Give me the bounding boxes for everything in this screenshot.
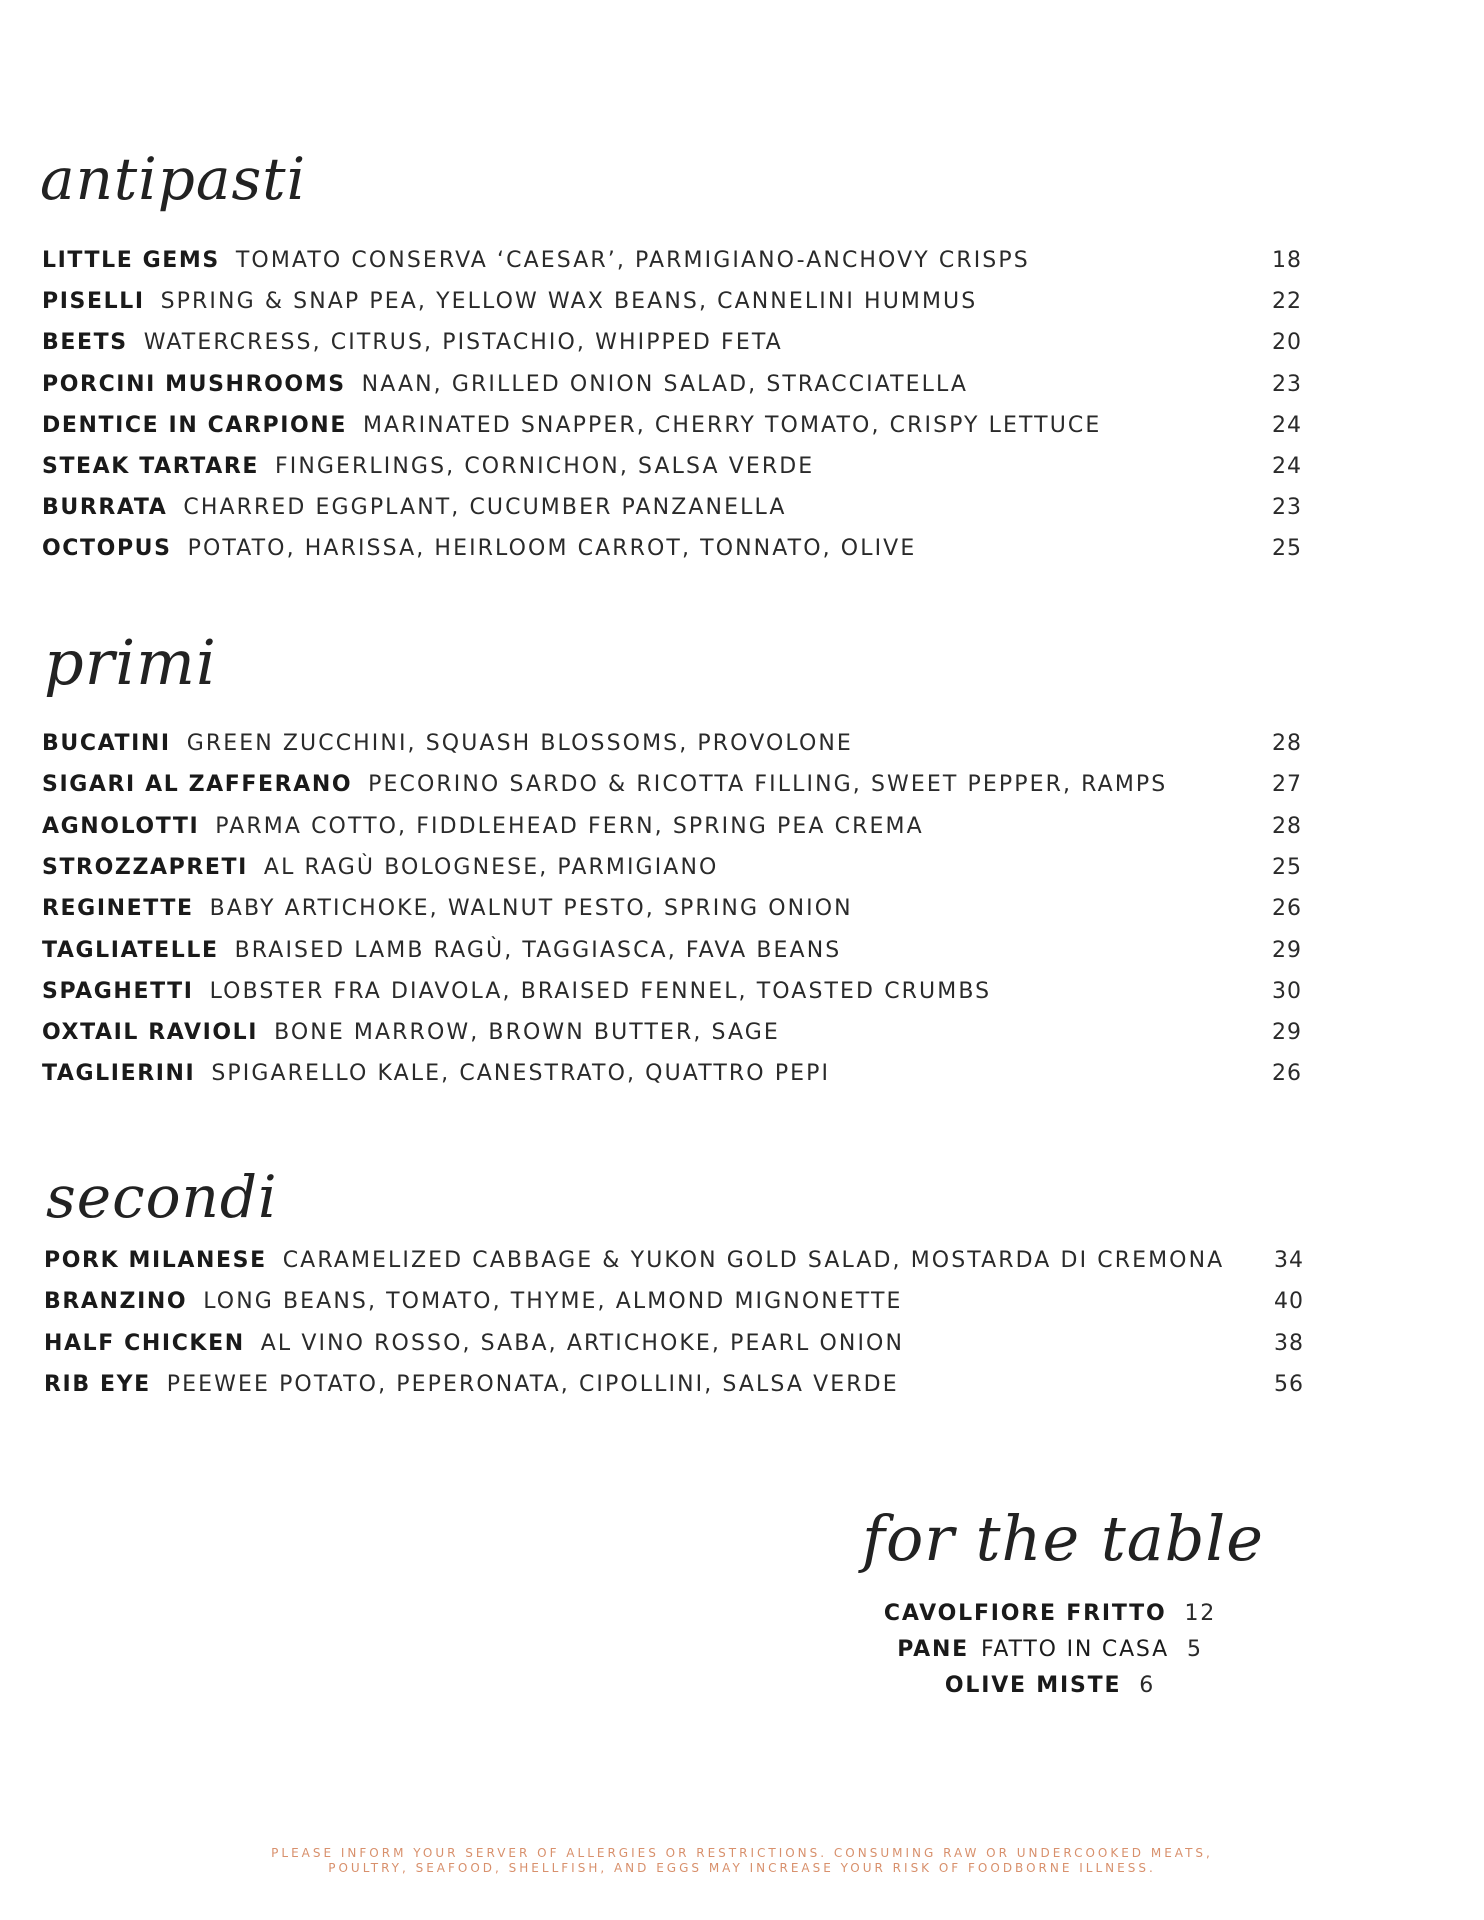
menu-item-description: POTATO, HARISSA, HEIRLOOM CARROT, TONNATO, OLIVE (187, 536, 917, 562)
menu-item (42, 240, 1302, 281)
menu-item-price: 22 (1272, 289, 1302, 315)
for-the-table-heading: for the table (862, 1502, 1264, 1575)
menu-item (42, 528, 1302, 569)
menu-item-price: 18 (1272, 248, 1302, 273)
table-item (860, 1596, 1240, 1632)
menu-item-name: AGNOLOTTI (42, 813, 200, 839)
menu-item-price: 34 (1274, 1248, 1304, 1273)
menu-item-name: SPAGHETTI (42, 978, 194, 1004)
menu-item-name: REGINETTE (42, 896, 194, 922)
table-item-name: OLIVE MISTE (944, 1673, 1122, 1698)
menu-item-name: TAGLIATELLE (42, 937, 219, 963)
menu-item-price: 23 (1272, 371, 1302, 397)
secondi-heading: secondi (46, 1163, 278, 1231)
menu-item (44, 1364, 1304, 1405)
menu-item-price: 40 (1274, 1289, 1304, 1315)
menu-item (42, 764, 1302, 805)
menu-item-price: 25 (1272, 854, 1302, 880)
table-item-price: 6 (1139, 1673, 1156, 1698)
menu-item (42, 281, 1302, 322)
menu-item-description: LONG BEANS, TOMATO, THYME, ALMOND MIGNONETTE (203, 1289, 903, 1315)
menu-item-description: PARMA COTTO, FIDDLEHEAD FERN, SPRING PEA CREMA (215, 813, 924, 839)
menu-item-name: BEETS (42, 330, 128, 356)
menu-item (42, 930, 1302, 971)
menu-item-name: RIB EYE (44, 1371, 151, 1397)
menu-item-description: SPRING & SNAP PEA, YELLOW WAX BEANS, CANNELINI HUMMUS (160, 289, 978, 315)
menu-item-name: LITTLE GEMS (42, 248, 220, 273)
menu-item (42, 847, 1302, 888)
allergy-notice-line-1: PLEASE INFORM YOUR SERVER OF ALLERGIES OR RESTRICTIONS. CONSUMING RAW OR UNDERCOOKED MEATS, (271, 1846, 1213, 1860)
table-item (860, 1632, 1240, 1668)
menu-item-price: 26 (1272, 1061, 1302, 1087)
menu-item-price: 29 (1272, 937, 1302, 963)
menu-item-name: HALF CHICKEN (44, 1330, 245, 1356)
menu-item-price: 56 (1274, 1371, 1304, 1397)
menu-item (42, 971, 1302, 1012)
menu-item-description: FINGERLINGS, CORNICHON, SALSA VERDE (275, 454, 815, 479)
menu-item-price: 24 (1272, 454, 1302, 479)
antipasti-heading: antipasti (40, 145, 307, 213)
menu-item-description: NAAN, GRILLED ONION SALAD, STRACCIATELLA (361, 371, 969, 397)
menu-item (42, 888, 1302, 929)
menu-item-price: 28 (1272, 813, 1302, 839)
primi-heading: primi (44, 626, 217, 699)
menu-item-price: 30 (1272, 978, 1302, 1004)
menu-item (42, 806, 1302, 847)
menu-item-price: 20 (1272, 330, 1302, 356)
menu-item-description: BABY ARTICHOKE, WALNUT PESTO, SPRING ONION (209, 896, 853, 922)
menu-item (42, 405, 1302, 446)
menu-item-description: AL VINO ROSSO, SABA, ARTICHOKE, PEARL ONION (260, 1330, 905, 1356)
allergy-notice-line-2: POULTRY, SEAFOOD, SHELLFISH, AND EGGS MAY INCREASE YOUR RISK OF FOODBORNE ILLNESS. (328, 1861, 1156, 1875)
menu-item-name: PISELLI (42, 289, 145, 315)
for-the-table-list (860, 1596, 1240, 1704)
menu-item-name: OCTOPUS (42, 536, 172, 562)
menu-item (42, 364, 1302, 405)
menu-item-name: DENTICE IN CARPIONE (42, 412, 347, 438)
menu-item-description: TOMATO CONSERVA ‘CAESAR’, PARMIGIANO-ANCHOVY CRISPS (235, 248, 1030, 273)
menu-item-price: 23 (1272, 495, 1302, 521)
menu-item-description: BRAISED LAMB RAGÙ, TAGGIASCA, FAVA BEANS (234, 937, 842, 963)
table-item-name: PANE (897, 1637, 969, 1662)
menu-item-description: BONE MARROW, BROWN BUTTER, SAGE (274, 1020, 780, 1046)
menu-item-name: BRANZINO (44, 1289, 188, 1315)
menu-item (42, 487, 1302, 528)
menu-item-price: 26 (1272, 896, 1302, 922)
table-item-description: FATTO IN CASA (981, 1637, 1169, 1662)
menu-item-price: 27 (1272, 772, 1302, 798)
menu-item-price: 25 (1272, 536, 1302, 562)
menu-item-name: BURRATA (42, 495, 168, 521)
menu-item (42, 322, 1302, 363)
menu-item-description: PECORINO SARDO & RICOTTA FILLING, SWEET PEPPER, RAMPS (368, 772, 1168, 798)
menu-item-name: BUCATINI (42, 731, 171, 756)
menu-item-description: CARAMELIZED CABBAGE & YUKON GOLD SALAD, MOSTARDA DI CREMONA (282, 1248, 1225, 1273)
table-item-name: CAVOLFIORE FRITTO (883, 1601, 1167, 1626)
menu-item (42, 1012, 1302, 1053)
menu-item-price: 24 (1272, 412, 1302, 438)
menu-item-name: SIGARI AL ZAFFERANO (42, 772, 353, 798)
table-item-price: 12 (1184, 1601, 1217, 1626)
menu-item-price: 28 (1272, 731, 1302, 756)
table-item-price: 5 (1186, 1637, 1203, 1662)
menu-item-name: TAGLIERINI (42, 1061, 196, 1087)
menu-item-description: MARINATED SNAPPER, CHERRY TOMATO, CRISPY LETTUCE (362, 412, 1102, 438)
menu-item-name: OXTAIL RAVIOLI (42, 1020, 259, 1046)
menu-item-description: GREEN ZUCCHINI, SQUASH BLOSSOMS, PROVOLONE (186, 731, 853, 756)
menu-item-name: STROZZAPRETI (42, 854, 248, 880)
menu-item (44, 1281, 1304, 1322)
menu-item-description: LOBSTER FRA DIAVOLA, BRAISED FENNEL, TOASTED CRUMBS (209, 978, 992, 1004)
menu-item (44, 1240, 1304, 1281)
menu-item-name: STEAK TARTARE (42, 454, 259, 479)
menu-item-description: SPIGARELLO KALE, CANESTRATO, QUATTRO PEPI (211, 1061, 831, 1087)
menu-item-name: PORCINI MUSHROOMS (42, 371, 346, 397)
menu-item-description: CHARRED EGGPLANT, CUCUMBER PANZANELLA (183, 495, 787, 521)
menu-item (44, 1323, 1304, 1364)
menu-item (42, 1053, 1302, 1094)
menu-item (42, 723, 1302, 764)
table-item (860, 1668, 1240, 1704)
menu-item-price: 29 (1272, 1020, 1302, 1046)
menu-item-description: WATERCRESS, CITRUS, PISTACHIO, WHIPPED FETA (143, 330, 783, 356)
allergy-notice (0, 1846, 1484, 1876)
menu-item-name: PORK MILANESE (44, 1248, 267, 1273)
menu-item-description: AL RAGÙ BOLOGNESE, PARMIGIANO (263, 854, 719, 880)
menu-item-price: 38 (1274, 1330, 1304, 1356)
menu-item-description: PEEWEE POTATO, PEPERONATA, CIPOLLINI, SALSA VERDE (166, 1371, 899, 1397)
menu-item (42, 446, 1302, 487)
